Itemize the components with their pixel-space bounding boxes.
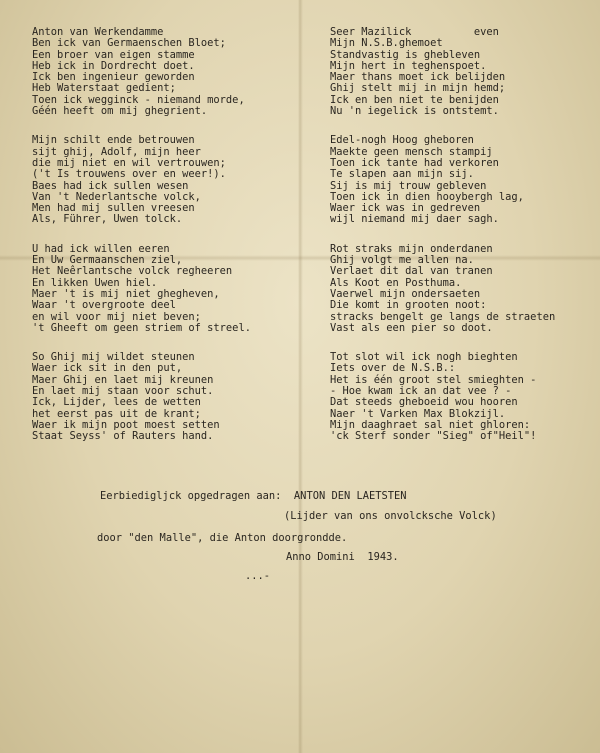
- poem-line: Mijn schilt ende betrouwen: [32, 134, 195, 147]
- poem-line: Verlaet dit dal van tranen: [330, 265, 493, 278]
- date-line: Anno Domini 1943.: [286, 551, 399, 563]
- poem-line: Baes had ick sullen wesen: [32, 179, 189, 192]
- poem-line: - Hoe kwam ick an dat vee ? -: [330, 385, 512, 398]
- stanza: [32, 135, 302, 225]
- poem-line: U had ick willen eeren: [32, 242, 170, 255]
- poem-line: Waer ick was in gedreven: [330, 202, 481, 215]
- poem-line: Anton van Werkendamme: [32, 26, 164, 38]
- poem-line: Standvastig is ghebleven: [330, 48, 481, 61]
- closing-mark: ...-: [245, 570, 271, 582]
- poem-line: Toen ick in dien hooybergh lag,: [330, 190, 524, 203]
- stanza: [330, 135, 592, 225]
- left-column: [32, 27, 302, 461]
- poem-line: En laet mij staan voor schut.: [32, 385, 214, 398]
- poem-line: sijt ghij, Adolf, mijn heer: [32, 145, 201, 158]
- poem-line: wijl niemand mij daer sagh.: [330, 213, 499, 226]
- poem-line: Het is één groot stel smieghten -: [330, 373, 537, 386]
- poem-line: 'ck Sterf sonder "Sieg" of"Heil"!: [330, 430, 537, 443]
- poem-line: Men had mij sullen vreesen: [32, 202, 195, 215]
- poem-line: Rot straks mijn onderdanen: [330, 242, 493, 255]
- poem-line: Tot slot wil ick nogh bieghten: [330, 351, 518, 364]
- poem-line: Mijn daaghraet sal niet ghloren:: [330, 418, 531, 431]
- poem-line: Seer Mazilick even: [330, 26, 499, 38]
- poem-line: ('t Is trouwens over en weer!).: [32, 168, 226, 181]
- poem-line: Ick en ben niet te benijden: [330, 93, 499, 106]
- poem-line: Een broer van eigen stamme: [32, 48, 195, 61]
- poem-line: Waer ik mijn poot moest setten: [32, 418, 220, 431]
- poem-line: Maekte geen mensch stampij: [330, 145, 493, 158]
- stanza: [330, 244, 592, 334]
- poem-line: en wil voor mij niet beven;: [32, 310, 201, 323]
- poem-line: Maer thans moet ick belijden: [330, 71, 506, 84]
- poem-line: Als, Führer, Uwen tolck.: [32, 213, 183, 226]
- poem-line: Ghij volgt me allen na.: [330, 254, 474, 267]
- poem-line: die mij niet en wil vertrouwen;: [32, 156, 226, 169]
- poem-line: Waer ick sit in den put,: [32, 362, 183, 375]
- poem-line: Die komt in grooten noot:: [330, 299, 487, 312]
- author-line: door "den Malle", die Anton doorgrondde.: [97, 532, 348, 544]
- right-column: [330, 27, 592, 461]
- poem-line: Staat Seyss' of Rauters hand.: [32, 430, 214, 443]
- poem-line: Heb ick in Dordrecht doet.: [32, 59, 195, 72]
- poem-line: Toen ick wegginck - niemand morde,: [32, 93, 245, 106]
- poem-line: het eerst pas uit de krant;: [32, 407, 201, 420]
- poem-line: Ick, Lijder, lees de wetten: [32, 396, 201, 409]
- poem-line: Te slapen aan mijn sij.: [330, 168, 474, 181]
- poem-line: So Ghij mij wildet steunen: [32, 351, 195, 364]
- stanza: [32, 27, 302, 117]
- poem-line: Ghij stelt mij in mijn hemd;: [330, 82, 506, 95]
- poem-line: En likken Uwen hiel.: [32, 276, 158, 289]
- poem-line: Als Koot en Posthuma.: [330, 276, 462, 289]
- stanza: [330, 352, 592, 442]
- dedication-subtitle: (Lijder van ons onvolcksche Volck): [284, 510, 497, 522]
- poem-line: Iets over de N.S.B.:: [330, 362, 456, 375]
- poem-line: Ick ben ingenieur geworden: [32, 71, 195, 84]
- poem-line: Ben ick van Germaenschen Bloet;: [32, 37, 226, 50]
- poem-line: Van 't Nederlantsche volck,: [32, 190, 201, 203]
- poem-line: 't Gheeft om geen striem of streel.: [32, 321, 251, 334]
- poem-line: Waar 't overgroote deel: [32, 299, 176, 312]
- poem-line: Het Neêrlantsche volck regheeren: [32, 265, 233, 278]
- poem-line: Géén heeft om mij ghegrient.: [32, 105, 208, 118]
- dedication-line: Eerbiedigljck opgedragen aan: ANTON DEN LAETSTEN: [100, 490, 407, 502]
- poem-line: Sij is mij trouw gebleven: [330, 179, 487, 192]
- poem-line: En Uw Germaanschen ziel,: [32, 254, 183, 267]
- poem-line: Maer 't is mij niet ghegheven,: [32, 287, 220, 300]
- poem-line: Mijn N.S.B.ghemoet: [330, 37, 443, 50]
- poem-line: Vast als een pier so doot.: [330, 321, 493, 334]
- poem-line: Nu 'n iegelick is ontstemt.: [330, 105, 499, 118]
- poem-line: Naer 't Varken Max Blokzijl.: [330, 407, 506, 420]
- poem-line: Maer Ghij en laet mij kreunen: [32, 373, 214, 386]
- stanza: [330, 27, 592, 117]
- poem-line: Mijn hert in teghenspoet.: [330, 59, 487, 72]
- poem-line: Dat steeds gheboeid wou hooren: [330, 396, 518, 409]
- poem-line: Heb Waterstaat gedient;: [32, 82, 176, 95]
- poem-line: Toen ick tante had verkoren: [330, 156, 499, 169]
- stanza: [32, 352, 302, 442]
- stanza: [32, 244, 302, 334]
- poem-line: stracks bengelt ge langs de straeten: [330, 310, 556, 323]
- poem-line: Edel-nogh Hoog gheboren: [330, 134, 474, 147]
- poem-line: Vaerwel mijn ondersaeten: [330, 287, 481, 300]
